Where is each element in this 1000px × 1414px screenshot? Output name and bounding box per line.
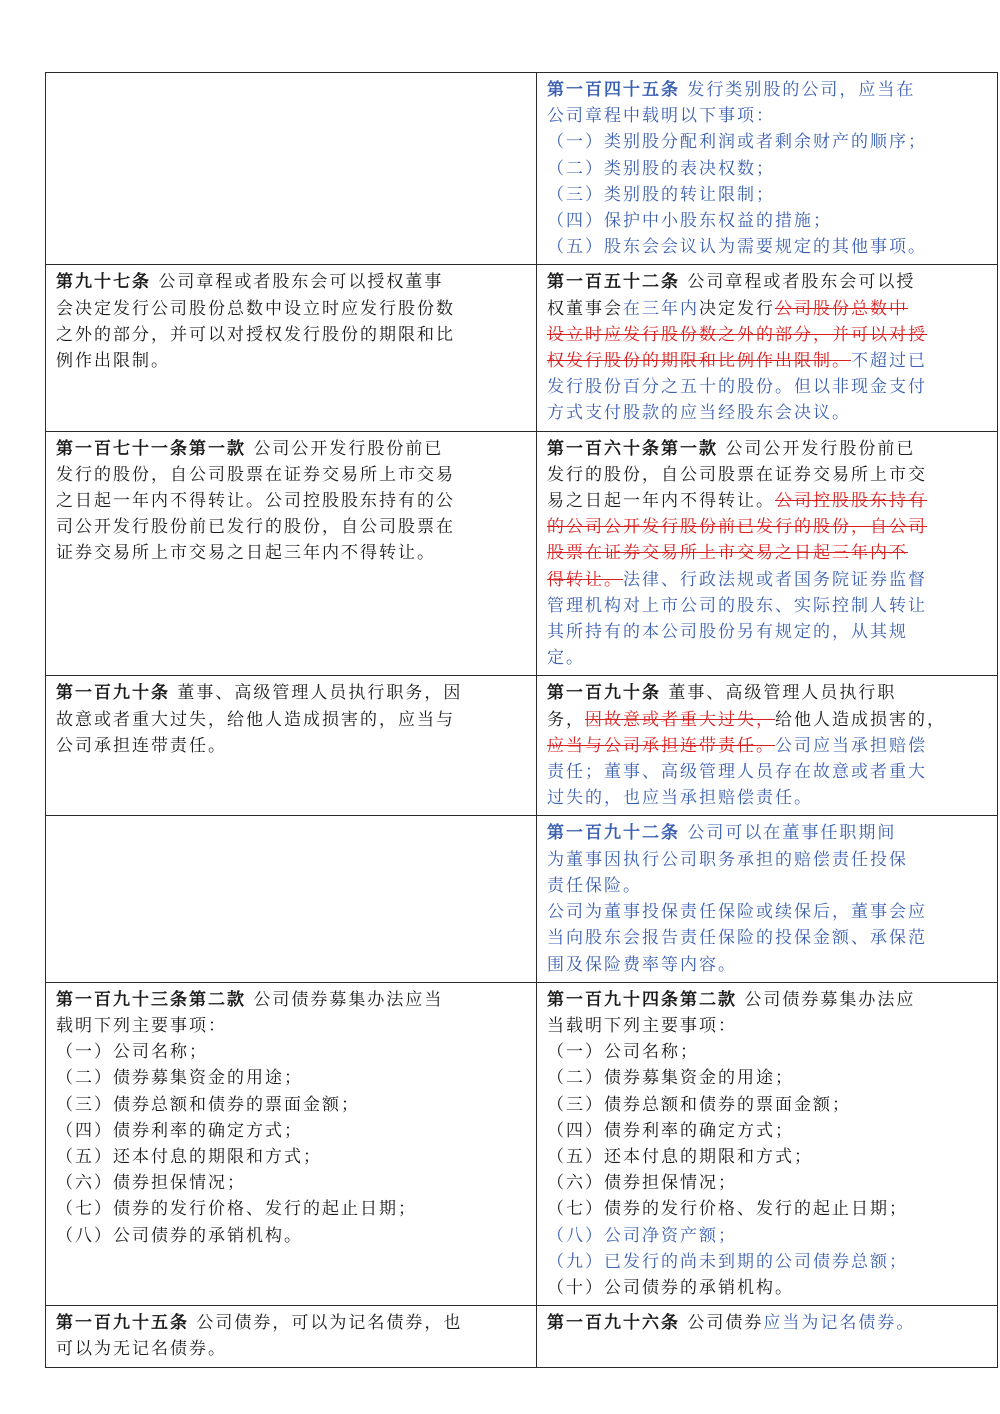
text-segment: 决定发行 bbox=[699, 298, 775, 319]
added-text: （一）类别股分配利润或者剩余财产的顺序； bbox=[547, 132, 927, 153]
added-text: 公司应当承担赔偿 bbox=[775, 735, 927, 756]
added-text: 当向股东会报告责任保险的投保金额、承保范 bbox=[547, 928, 927, 949]
article-heading: 第一百九十条 bbox=[547, 683, 661, 704]
text-segment: （一）公司名称； bbox=[56, 1042, 208, 1063]
old-article-cell bbox=[46, 73, 537, 265]
text-segment: 易之日起一年内不得转让。 bbox=[547, 491, 775, 512]
article-heading: 第一百六十条第一款 bbox=[547, 438, 718, 459]
deleted-text: 权发行股份的期限和比例作出限制。 bbox=[547, 351, 851, 372]
text-line bbox=[56, 1118, 526, 1144]
text-segment: 发行的股份，自公司股票在证券交易所上市交易 bbox=[56, 464, 455, 485]
text-segment: （三）债券总额和债券的票面金额； bbox=[56, 1094, 360, 1115]
text-line bbox=[547, 1310, 987, 1336]
text-line bbox=[547, 1144, 987, 1170]
text-line bbox=[547, 645, 987, 671]
article-heading: 第一百九十二条 bbox=[547, 823, 680, 844]
added-text: 不超过已 bbox=[851, 351, 927, 372]
old-article-cell bbox=[46, 1306, 537, 1367]
added-text: 责任保险。 bbox=[547, 875, 642, 896]
text-line bbox=[547, 436, 987, 462]
text-line bbox=[56, 680, 526, 706]
text-line bbox=[56, 1336, 526, 1362]
table-row bbox=[46, 431, 998, 676]
text-line bbox=[547, 1170, 987, 1196]
added-text: 其所持有的本公司股份另有规定的，从其规 bbox=[547, 622, 908, 643]
deleted-text: 得转让。 bbox=[547, 569, 623, 590]
text-line bbox=[56, 1144, 526, 1170]
comparison-table bbox=[45, 72, 998, 1368]
added-text: 为董事因执行公司职务承担的赔偿责任投保 bbox=[547, 849, 908, 870]
text-line bbox=[547, 129, 987, 155]
text-segment: （二）债券募集资金的用途； bbox=[56, 1068, 303, 1089]
text-line bbox=[547, 1118, 987, 1144]
text-line bbox=[547, 619, 987, 645]
text-line bbox=[547, 296, 987, 322]
added-text: 过失的，也应当承担赔偿责任。 bbox=[547, 788, 813, 809]
added-text: 责任；董事、高级管理人员存在故意或者重大 bbox=[547, 762, 927, 783]
text-line bbox=[547, 1092, 987, 1118]
new-article-cell bbox=[537, 431, 998, 676]
article-heading: 第一百四十五条 bbox=[547, 80, 680, 100]
old-article-cell bbox=[46, 816, 537, 982]
text-line bbox=[547, 987, 987, 1013]
added-text: （八）公司净资产额； bbox=[547, 1225, 737, 1246]
text-line bbox=[56, 733, 526, 759]
old-article-cell bbox=[46, 431, 537, 676]
text-segment: 故意或者重大过失，给他人造成损害的，应当与 bbox=[56, 709, 455, 730]
text-segment: 之日起一年内不得转让。公司控股股东持有的公 bbox=[56, 491, 455, 512]
text-line bbox=[547, 348, 987, 374]
text-line bbox=[547, 567, 987, 593]
text-segment: 例作出限制。 bbox=[56, 351, 170, 372]
text-line bbox=[56, 322, 526, 348]
text-segment: 当载明下列主要事项： bbox=[547, 1015, 737, 1036]
text-line bbox=[547, 759, 987, 785]
table-row bbox=[46, 1306, 998, 1367]
table-row bbox=[46, 73, 998, 265]
text-line bbox=[56, 488, 526, 514]
comparison-table-body bbox=[46, 73, 998, 1368]
text-line bbox=[547, 925, 987, 951]
text-line bbox=[547, 400, 987, 426]
text-segment: 公司债券募集办法应当 bbox=[246, 989, 444, 1010]
new-article-cell bbox=[537, 1306, 998, 1367]
text-line bbox=[547, 77, 987, 103]
article-heading: 第一百九十六条 bbox=[547, 1313, 680, 1334]
added-text: 方式支付股款的应当经股东会决议。 bbox=[547, 403, 851, 424]
new-article-cell bbox=[537, 982, 998, 1305]
text-segment: 公司章程或者股东会可以授 bbox=[680, 272, 916, 293]
new-article-cell bbox=[537, 816, 998, 982]
text-line bbox=[547, 952, 987, 978]
text-segment: 会决定发行公司股份总数中设立时应发行股份数 bbox=[56, 298, 455, 319]
table-row bbox=[46, 982, 998, 1305]
text-line bbox=[56, 540, 526, 566]
new-article-cell bbox=[537, 265, 998, 431]
deleted-text: 设立时应发行股份数之外的部分，并可以对授 bbox=[547, 324, 927, 345]
text-segment: （四）债券利率的确定方式； bbox=[547, 1120, 794, 1141]
text-line bbox=[56, 1223, 526, 1249]
article-heading: 第一百九十五条 bbox=[56, 1313, 189, 1334]
text-line bbox=[547, 1196, 987, 1222]
text-line bbox=[547, 514, 987, 540]
text-line bbox=[56, 1310, 526, 1336]
text-segment: （七）债券的发行价格、发行的起止日期； bbox=[547, 1199, 908, 1220]
text-line bbox=[547, 680, 987, 706]
article-heading: 第一百七十一条第一款 bbox=[56, 438, 246, 459]
text-line bbox=[56, 269, 526, 295]
text-segment: 务， bbox=[547, 709, 585, 730]
text-line bbox=[56, 1092, 526, 1118]
text-line bbox=[56, 462, 526, 488]
article-heading: 第九十七条 bbox=[56, 272, 151, 293]
text-segment: 之外的部分，并可以对授权发行股份的期限和比 bbox=[56, 324, 455, 345]
added-text: 发行股份百分之五十的股份。但以非现金支付 bbox=[547, 377, 927, 398]
text-segment: （二）债券募集资金的用途； bbox=[547, 1068, 794, 1089]
text-line bbox=[547, 820, 987, 846]
text-line bbox=[547, 1249, 987, 1275]
text-line bbox=[547, 899, 987, 925]
text-line bbox=[547, 847, 987, 873]
text-line bbox=[547, 208, 987, 234]
text-segment: （七）债券的发行价格、发行的起止日期； bbox=[56, 1199, 417, 1220]
text-line bbox=[56, 1170, 526, 1196]
text-segment: （六）债券担保情况； bbox=[56, 1173, 246, 1194]
article-heading: 第一百九十三条第二款 bbox=[56, 989, 246, 1010]
text-segment: 权董事会 bbox=[547, 298, 623, 319]
text-segment: （一）公司名称； bbox=[547, 1042, 699, 1063]
text-line bbox=[56, 296, 526, 322]
added-text: 围及保险费率等内容。 bbox=[547, 954, 737, 975]
text-line bbox=[547, 322, 987, 348]
text-line bbox=[547, 182, 987, 208]
text-line bbox=[547, 234, 987, 260]
added-text: 公司为董事投保责任保险或续保后，董事会应 bbox=[547, 902, 927, 923]
text-segment: 公司债券 bbox=[680, 1313, 764, 1334]
text-line bbox=[547, 785, 987, 811]
text-segment: 公司承担连带责任。 bbox=[56, 735, 227, 756]
text-line bbox=[56, 348, 526, 374]
text-line bbox=[56, 1039, 526, 1065]
text-segment: （六）债券担保情况； bbox=[547, 1173, 737, 1194]
old-article-cell bbox=[46, 982, 537, 1305]
text-segment: 可以为无记名债券。 bbox=[56, 1339, 227, 1360]
text-segment: 公司章程或者股东会可以授权董事 bbox=[151, 272, 444, 293]
text-line bbox=[547, 540, 987, 566]
added-text: 在三年内 bbox=[623, 298, 699, 319]
text-line bbox=[547, 593, 987, 619]
new-article-cell bbox=[537, 676, 998, 816]
added-text: （四）保护中小股东权益的措施； bbox=[547, 211, 832, 232]
added-text: （二）类别股的表决权数； bbox=[547, 158, 775, 179]
text-segment: 董事、高级管理人员执行职务，因 bbox=[170, 683, 463, 704]
text-segment: （五）还本付息的期限和方式； bbox=[547, 1146, 813, 1167]
text-line bbox=[56, 1013, 526, 1039]
deleted-text: 股票在证券交易所上市交易之日起三年内不 bbox=[547, 543, 908, 564]
old-article-cell bbox=[46, 676, 537, 816]
text-line bbox=[547, 103, 987, 129]
table-row bbox=[46, 816, 998, 982]
added-text: 公司可以在董事任职期间 bbox=[680, 823, 897, 844]
added-text: （九）已发行的尚未到期的公司债券总额； bbox=[547, 1251, 908, 1272]
deleted-text: 的公司公开发行股份前已发行的股份，自公司 bbox=[547, 517, 927, 538]
added-text: 应当为记名债券。 bbox=[763, 1313, 916, 1334]
text-segment: 董事、高级管理人员执行职 bbox=[661, 683, 897, 704]
text-line bbox=[56, 987, 526, 1013]
text-line bbox=[547, 374, 987, 400]
added-text: 管理机构对上市公司的股东、实际控制人转让 bbox=[547, 595, 927, 616]
text-line bbox=[547, 1223, 987, 1249]
text-line bbox=[547, 733, 987, 759]
text-line bbox=[547, 873, 987, 899]
text-segment: 公司债券募集办法应 bbox=[737, 989, 916, 1010]
text-line bbox=[547, 1065, 987, 1091]
text-segment: 证券交易所上市交易之日起三年内不得转让。 bbox=[56, 543, 436, 564]
added-text: 法律、行政法规或者国务院证券监督 bbox=[623, 569, 927, 590]
text-line bbox=[56, 436, 526, 462]
text-line bbox=[547, 488, 987, 514]
table-row bbox=[46, 265, 998, 431]
text-line bbox=[56, 707, 526, 733]
text-segment: （四）债券利率的确定方式； bbox=[56, 1120, 303, 1141]
added-text: 定。 bbox=[547, 648, 585, 669]
text-segment: 公司债券，可以为记名债券，也 bbox=[189, 1313, 463, 1334]
text-segment: 载明下列主要事项： bbox=[56, 1015, 227, 1036]
article-heading: 第一百五十二条 bbox=[547, 272, 680, 293]
text-line bbox=[547, 1039, 987, 1065]
text-segment: 给他人造成损害的， bbox=[775, 709, 946, 730]
text-line bbox=[56, 1196, 526, 1222]
text-line bbox=[56, 1065, 526, 1091]
deleted-text: 公司控股股东持有 bbox=[775, 491, 927, 512]
old-article-cell bbox=[46, 265, 537, 431]
text-segment: （十）公司债券的承销机构。 bbox=[547, 1277, 794, 1298]
text-segment: （八）公司债券的承销机构。 bbox=[56, 1225, 303, 1246]
deleted-text: 因故意或者重大过失， bbox=[585, 709, 775, 730]
text-segment: 司公开发行股份前已发行的股份，自公司股票在 bbox=[56, 517, 455, 538]
text-line bbox=[547, 1013, 987, 1039]
text-line bbox=[547, 156, 987, 182]
added-text: 公司章程中载明以下事项： bbox=[547, 106, 775, 127]
deleted-text: 应当与公司承担连带责任。 bbox=[547, 735, 775, 756]
text-segment: 公司公开发行股份前已 bbox=[246, 438, 444, 459]
deleted-text: 公司股份总数中 bbox=[775, 298, 908, 319]
table-row bbox=[46, 676, 998, 816]
added-text: （三）类别股的转让限制； bbox=[547, 184, 775, 205]
new-article-cell bbox=[537, 73, 998, 265]
text-line bbox=[547, 269, 987, 295]
text-segment: 发行的股份，自公司股票在证券交易所上市交 bbox=[547, 464, 927, 485]
added-text: （五）股东会会议认为需要规定的其他事项。 bbox=[547, 237, 927, 258]
text-segment: 公司公开发行股份前已 bbox=[718, 438, 916, 459]
added-text: 发行类别股的公司，应当在 bbox=[680, 80, 916, 100]
text-segment: （五）还本付息的期限和方式； bbox=[56, 1146, 322, 1167]
article-heading: 第一百九十条 bbox=[56, 683, 170, 704]
text-line bbox=[56, 514, 526, 540]
text-line bbox=[547, 707, 987, 733]
text-line bbox=[547, 462, 987, 488]
text-segment: （三）债券总额和债券的票面金额； bbox=[547, 1094, 851, 1115]
text-line bbox=[547, 1275, 987, 1301]
article-heading: 第一百九十四条第二款 bbox=[547, 989, 737, 1010]
